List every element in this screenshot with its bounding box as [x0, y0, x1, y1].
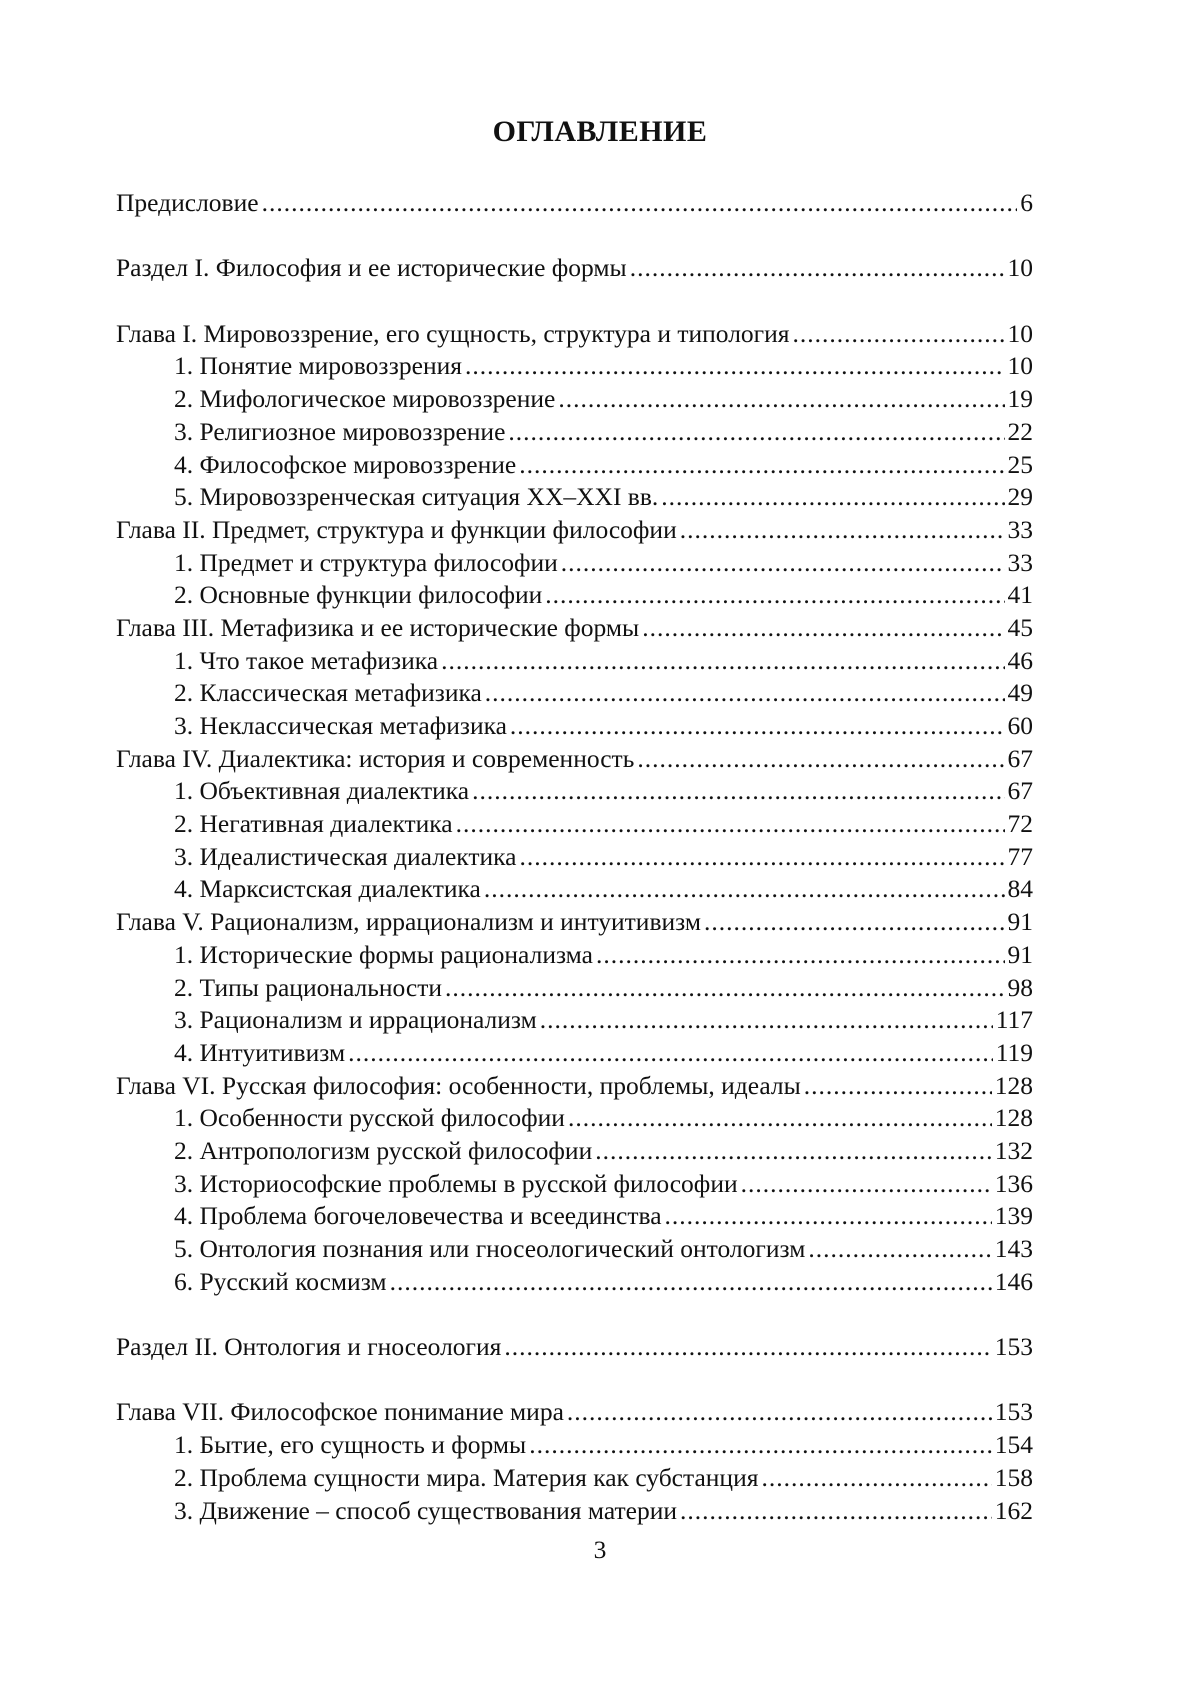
toc-entry-heading	[116, 906, 1033, 939]
dot-leader	[637, 743, 1004, 776]
toc-entry-subsection	[116, 416, 1033, 449]
toc-entry-page: 19	[1007, 384, 1033, 414]
toc-entry-subsection	[116, 939, 1033, 972]
toc-entry-title: Глава VII. Философское понимание мира	[116, 1397, 564, 1427]
toc-entry-subsection	[116, 808, 1033, 841]
dot-leader	[472, 775, 1004, 808]
toc-entry-subsection	[116, 710, 1033, 743]
dot-leader	[804, 1070, 992, 1103]
toc-entry-page: 45	[1007, 612, 1033, 642]
toc-entry-page: 128	[994, 1070, 1033, 1100]
toc-entry-page: 33	[1007, 514, 1033, 544]
page-number: 3	[593, 1535, 607, 1564]
dot-leader	[441, 645, 1004, 678]
dot-leader	[540, 1004, 993, 1037]
toc-entry-heading	[116, 318, 1033, 351]
toc-entry-title: 3. Религиозное мировоззрение	[174, 416, 506, 446]
dot-leader	[568, 1102, 992, 1135]
toc-entry-title: Раздел II. Онтология и гносеология	[116, 1332, 502, 1362]
dot-leader	[558, 383, 1004, 416]
toc-entry-title: 4. Марксистская диалектика	[174, 874, 481, 904]
dot-leader	[508, 416, 1004, 449]
toc-entry-page: 143	[994, 1234, 1033, 1263]
toc-entry-page: 119	[995, 1037, 1033, 1067]
toc-entry-subsection	[116, 1004, 1033, 1037]
toc-entry-subsection	[116, 645, 1033, 678]
toc-entry-title: 5. Мировоззренческая ситуация XX–XXI вв.	[174, 482, 659, 512]
toc-entry-page: 41	[1007, 580, 1033, 610]
toc-entry-page: 10	[1007, 253, 1033, 283]
toc-entry-title: 2. Негативная диалектика	[174, 809, 453, 839]
dot-leader	[504, 1331, 991, 1364]
toc-entry-page: 132	[994, 1135, 1033, 1165]
toc-entry-heading	[116, 743, 1033, 776]
toc-entry-title: 1. Объективная диалектика	[174, 776, 470, 806]
dot-leader	[665, 1200, 992, 1233]
dot-leader	[348, 1037, 993, 1070]
toc-entry-title: 3. Идеалистическая диалектика	[174, 841, 517, 871]
toc-entry-subsection	[116, 350, 1033, 383]
toc-entry-subsection	[116, 775, 1033, 808]
dot-leader	[642, 612, 1004, 645]
toc-entry-page: 91	[1007, 939, 1033, 969]
dot-leader	[596, 939, 1005, 972]
toc-entry-heading	[116, 1396, 1033, 1429]
toc-entry-title: Глава VI. Русская философия: особенности, проблемы, идеалы	[116, 1070, 801, 1100]
toc-entry-subsection	[116, 449, 1033, 482]
toc-entry-page: 117	[995, 1005, 1033, 1035]
toc-entry-page: 136	[994, 1168, 1033, 1198]
toc-entry-page: 77	[1007, 841, 1033, 871]
toc-entry-title: Глава V. Рационализм, иррационализм и интуитивизм	[116, 907, 701, 937]
page-title: ОГЛАВЛЕНИЕ	[492, 115, 708, 148]
toc-entry-title: 2. Типы рациональности	[174, 972, 443, 1002]
table-of-contents	[116, 187, 1033, 1527]
toc-entry-subsection	[116, 1429, 1033, 1462]
toc-entry-page: 154	[994, 1430, 1033, 1460]
dot-leader	[262, 187, 1018, 220]
toc-entry-heading	[116, 187, 1033, 220]
toc-entry-subsection	[116, 1495, 1033, 1528]
toc-entry-title: 2. Антропологизм русской философии	[174, 1135, 593, 1165]
toc-entry-page: 60	[1007, 711, 1033, 740]
toc-entry-page: 25	[1007, 449, 1033, 479]
toc-entry-page: 33	[1007, 547, 1033, 577]
dot-leader	[680, 514, 1005, 547]
toc-entry-page: 153	[994, 1397, 1033, 1427]
dot-leader	[630, 252, 1005, 285]
dot-leader	[390, 1266, 992, 1299]
toc-entry-title: 1. Что такое метафизика	[174, 645, 439, 675]
toc-entry-page: 84	[1007, 874, 1033, 904]
toc-entry-title: 4. Интуитивизм	[174, 1037, 346, 1067]
dot-leader	[741, 1168, 992, 1201]
toc-entry-page: 91	[1007, 907, 1033, 937]
dot-leader	[808, 1233, 991, 1266]
toc-entry-title: 6. Русский космизм	[174, 1266, 387, 1296]
toc-entry-title: Предисловие	[116, 188, 259, 217]
dot-leader	[567, 1396, 992, 1429]
toc-entry-title: 2. Проблема сущности мира. Материя как субстанция	[174, 1462, 759, 1492]
dot-leader	[510, 710, 1005, 743]
toc-entry-subsection	[116, 1168, 1033, 1201]
toc-entry-subsection	[116, 1102, 1033, 1135]
dot-leader	[680, 1495, 992, 1528]
toc-entry-title: 3. Неклассическая метафизика	[174, 711, 507, 740]
dot-leader	[704, 906, 1005, 939]
toc-entry-subsection	[116, 1135, 1033, 1168]
toc-entry-subsection	[116, 579, 1033, 612]
dot-leader	[485, 677, 1005, 710]
toc-entry-page: 72	[1007, 809, 1033, 839]
toc-entry-subsection	[116, 1200, 1033, 1233]
toc-entry-page: 139	[994, 1201, 1033, 1231]
toc-entry-subsection	[116, 1037, 1033, 1070]
toc-entry-subsection	[116, 1462, 1033, 1495]
dot-leader	[595, 1135, 992, 1168]
toc-entry-page: 29	[1007, 482, 1033, 512]
dot-leader	[761, 1462, 991, 1495]
toc-entry-title: 1. Исторические формы рационализма	[174, 939, 593, 969]
toc-entry-subsection	[116, 383, 1033, 416]
toc-entry-title: 1. Понятие мировоззрения	[174, 351, 462, 381]
dot-leader	[661, 481, 1004, 514]
toc-entry-page: 128	[994, 1103, 1033, 1133]
toc-entry-title: Раздел I. Философия и ее исторические формы	[116, 253, 627, 283]
toc-entry-heading	[116, 1070, 1033, 1103]
toc-entry-subsection	[116, 873, 1033, 906]
toc-entry-page: 162	[994, 1495, 1033, 1525]
toc-entry-title: 5. Онтология познания или гносеологический онтологизм	[174, 1234, 806, 1263]
toc-entry-title: 4. Философское мировоззрение	[174, 449, 517, 479]
toc-entry-title: Глава II. Предмет, структура и функции философии	[116, 514, 677, 544]
toc-entry-subsection	[116, 841, 1033, 874]
toc-entry-subsection	[116, 972, 1033, 1005]
dot-leader	[465, 350, 1005, 383]
toc-entry-title: 3. Историософские проблемы в русской философии	[174, 1168, 738, 1198]
toc-entry-title: 2. Классическая метафизика	[174, 678, 482, 708]
toc-entry-subsection	[116, 481, 1033, 514]
toc-entry-subsection	[116, 677, 1033, 710]
toc-entry-title: Глава III. Метафизика и ее исторические формы	[116, 612, 640, 642]
toc-entry-heading	[116, 514, 1033, 547]
dot-leader	[519, 449, 1004, 482]
toc-entry-heading	[116, 1331, 1033, 1364]
toc-entry-page: 146	[994, 1266, 1033, 1296]
toc-entry-heading	[116, 612, 1033, 645]
toc-entry-title: 1. Бытие, его сущность и формы	[174, 1430, 527, 1460]
dot-leader	[545, 579, 1004, 612]
toc-entry-title: 4. Проблема богочеловечества и всеединства	[174, 1201, 662, 1231]
toc-entry-page: 67	[1007, 743, 1033, 773]
toc-entry-page: 46	[1007, 645, 1033, 675]
toc-entry-title: 2. Основные функции философии	[174, 580, 543, 610]
dot-leader	[445, 972, 1004, 1005]
dot-leader	[519, 841, 1004, 874]
toc-entry-page: 49	[1007, 678, 1033, 708]
toc-entry-page: 6	[1020, 188, 1033, 217]
toc-entry-page: 153	[994, 1332, 1033, 1362]
toc-entry-page: 10	[1007, 318, 1033, 348]
toc-entry-heading	[116, 252, 1033, 285]
toc-entry-title: 3. Движение – способ существования материи	[174, 1495, 678, 1525]
dot-leader	[529, 1429, 992, 1462]
toc-entry-title: 1. Предмет и структура философии	[174, 547, 558, 577]
toc-entry-title: 3. Рационализм и иррационализм	[174, 1005, 537, 1035]
toc-entry-page: 10	[1007, 351, 1033, 381]
toc-entry-page: 98	[1007, 972, 1033, 1002]
dot-leader	[484, 873, 1005, 906]
toc-entry-subsection	[116, 1233, 1033, 1266]
toc-entry-page: 22	[1007, 416, 1033, 446]
toc-entry-title: Глава IV. Диалектика: история и современность	[116, 743, 635, 773]
toc-entry-title: 2. Мифологическое мировоззрение	[174, 384, 556, 414]
toc-entry-subsection	[116, 547, 1033, 580]
dot-leader	[561, 547, 1005, 580]
dot-leader	[793, 318, 1005, 351]
toc-entry-page: 158	[994, 1462, 1033, 1492]
toc-entry-page: 67	[1007, 776, 1033, 806]
toc-entry-title: Глава I. Мировоззрение, его сущность, структура и типология	[116, 318, 790, 348]
toc-entry-title: 1. Особенности русской философии	[174, 1103, 565, 1133]
dot-leader	[456, 808, 1005, 841]
toc-entry-subsection	[116, 1266, 1033, 1299]
